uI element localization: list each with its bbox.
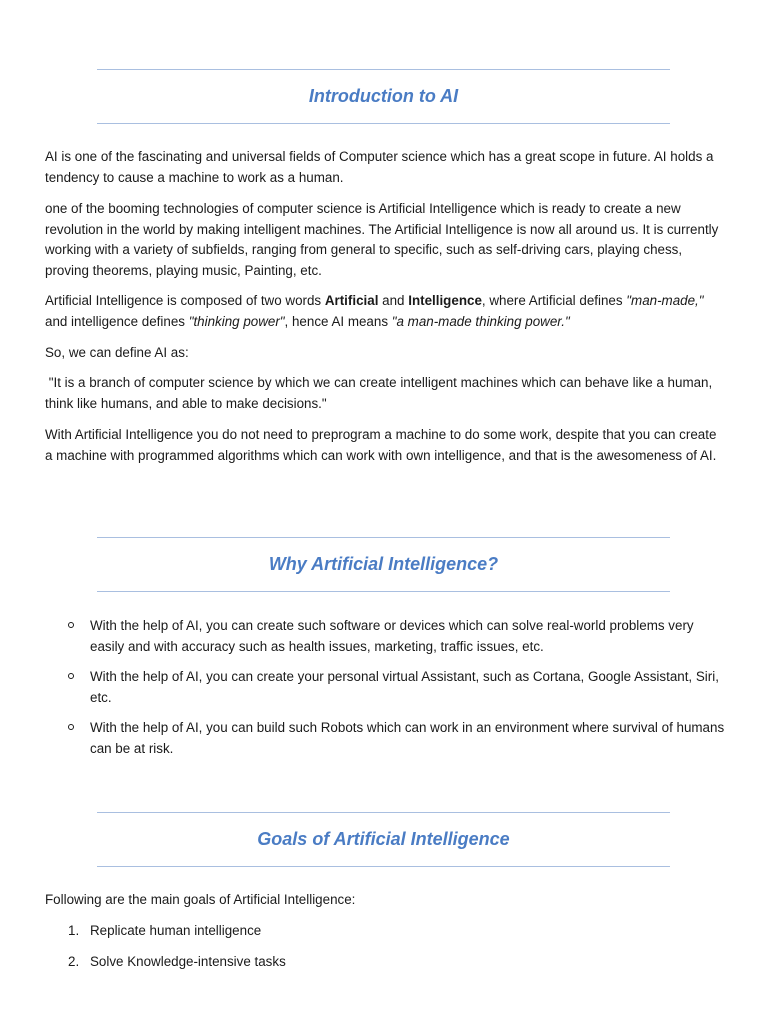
heading-bottom-rule [97, 123, 670, 124]
intro-paragraph-1: AI is one of the fascinating and universal fields of Computer science which has a great scope in future. AI holds a tendency to cause a machine to work as a human. [45, 149, 714, 185]
heading-top-rule [97, 69, 670, 70]
heading-bottom-rule [97, 591, 670, 592]
p3-text-1: Artificial Intelligence is composed of two words [45, 293, 325, 308]
list-number: 2. [68, 954, 80, 969]
p3-bold-intelligence: Intelligence [408, 293, 482, 308]
bullet-text: With the help of AI, you can create your personal virtual Assistant, such as Cortana, Google Assistant, Siri, etc. [90, 669, 719, 705]
p3-italic-man-made: "man-made," [626, 293, 704, 308]
p3-bold-artificial: Artificial [324, 293, 379, 308]
hollow-circle-bullet-icon [68, 724, 74, 730]
why-bullet-list [45, 616, 725, 759]
bullet-item [45, 667, 725, 708]
why-heading-block [97, 537, 670, 592]
p3-text-2: and [378, 293, 409, 308]
bullet-text: With the help of AI, you can build such Robots which can work in an environment where survival of humans can be at risk. [90, 720, 725, 756]
p3-text-4: and intelligence defines [45, 313, 189, 329]
intro-quote: "It is a branch of computer science by which we can create intelligent machines which can behave like a human, think like humans, and able to make decisions." [45, 375, 716, 411]
list-item-text: Replicate human intelligence [90, 923, 262, 938]
why-heading: Why Artificial Intelligence? [268, 554, 499, 574]
goals-heading-block [97, 812, 670, 867]
intro-heading-block [97, 69, 670, 124]
goals-heading: Goals of Artificial Intelligence [257, 829, 510, 849]
heading-bottom-rule [97, 866, 670, 867]
p3-italic-definition: "a man-made thinking power." [391, 313, 570, 329]
list-item-text: Solve Knowledge-intensive tasks [90, 954, 286, 969]
intro-paragraph-3 [45, 291, 725, 332]
hollow-circle-bullet-icon [68, 673, 74, 679]
hollow-circle-bullet-icon [68, 622, 74, 628]
bullet-text: With the help of AI, you can create such software or devices which can solve real-world problems very easily and with accuracy such as health issues, marketing, traffic issues, etc. [90, 618, 694, 654]
list-number: 1. [68, 923, 80, 938]
p3-italic-thinking-power: "thinking power" [188, 313, 285, 329]
goals-intro: Following are the main goals of Artificial Intelligence: [45, 892, 356, 907]
bullet-item [45, 718, 725, 759]
p3-text-3: , where Artificial defines [481, 293, 627, 308]
p3-text-5: , hence AI means [284, 313, 392, 329]
intro-heading: Introduction to AI [308, 86, 459, 106]
intro-paragraph-4: So, we can define AI as: [45, 345, 189, 360]
intro-paragraph-6: With Artificial Intelligence you do not need to preprogram a machine to do some work, despite that you can create a machine with programmed algorithms which can work with own intelligence, and that is the awesomeness of AI. [45, 427, 717, 463]
heading-top-rule [97, 812, 670, 813]
heading-top-rule [97, 537, 670, 538]
intro-paragraph-2: one of the booming technologies of computer science is Artificial Intelligence which is ready to create a new revolution in the world by making intelligent machines. The Artificial Intelligence is now all around us. It is currently working with a variety of subfields, ranging from general to specific, such as self-driving cars, playing chess, proving theorems, playing music, Painting, etc. [45, 201, 719, 278]
bullet-item [45, 616, 725, 657]
